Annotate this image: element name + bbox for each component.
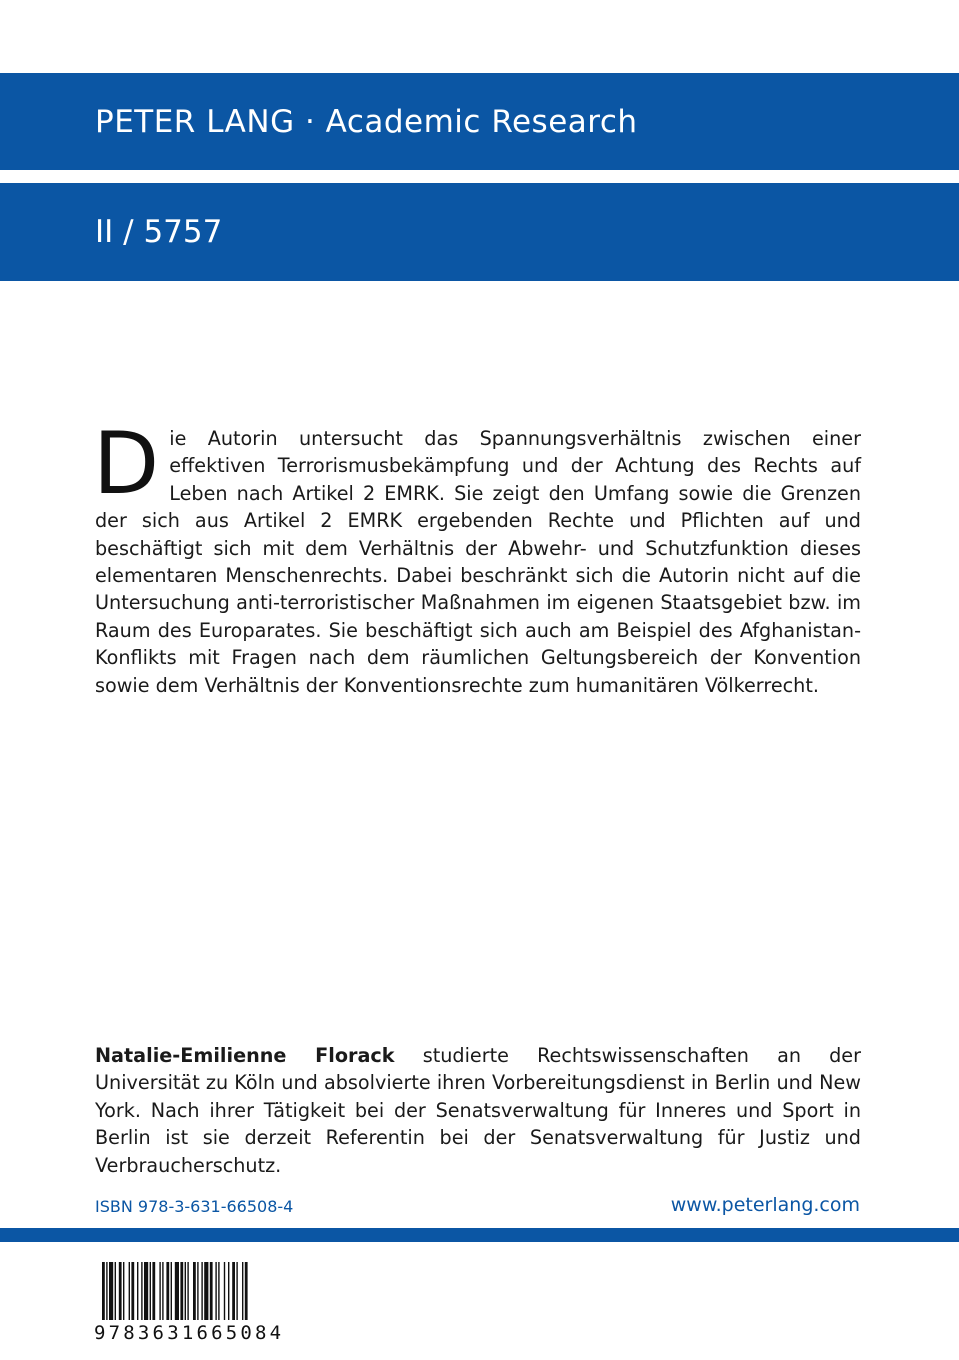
author-bio — [95, 1042, 861, 1179]
barcode-bar — [197, 1262, 198, 1320]
series-title: PETER LANG · Academic Research — [95, 104, 638, 140]
barcode-bar — [162, 1262, 163, 1320]
isbn-label: ISBN 978-3-631-66508-4 — [95, 1197, 294, 1216]
barcode-bar — [215, 1262, 216, 1320]
barcode-bar — [129, 1262, 130, 1320]
series-number: II / 5757 — [95, 214, 223, 250]
barcode-bars — [90, 1262, 290, 1320]
barcode-bar — [193, 1262, 196, 1320]
barcode-bar — [144, 1262, 148, 1320]
barcode-bar — [232, 1262, 235, 1320]
barcode-bar — [106, 1262, 107, 1320]
barcode-bar — [159, 1262, 160, 1320]
barcode-bar — [228, 1262, 229, 1320]
barcode-bar — [180, 1262, 183, 1320]
barcode-bar — [242, 1262, 243, 1320]
barcode-bar — [218, 1262, 219, 1320]
barcode-bar — [109, 1262, 113, 1320]
description-text: ie Autorin untersucht das Spannungsverhältnis zwischen einer effektiven Terrorismusbekämpfung und der Achtung des Rechts auf Leben nach Artikel 2 EMRK. Sie zeigt den Umfang sowie die Grenzen der sich aus Artikel 2 EMRK ergebenden Rechte und Pflichten auf und beschäftigt sich mit dem Verhältnis der Abwehr- und Schutzfunktion dieses elementaren Menschenrechts. Dabei beschränkt sich die Autorin nicht auf die Untersuchung anti-terroristischer Maßnahmen im eigenen Staatsgebiet bzw. im Raum des Europarates. Sie beschäftigt sich auch am Beispiel des Afghanistan-Konflikts mit Fragen nach dem räumlichen Geltungsbereich der Konvention sowie dem Verhältnis der Konventionsrechte zum humanitären Völkerrecht. — [95, 427, 861, 697]
barcode-bar — [185, 1262, 186, 1320]
barcode-bar — [236, 1262, 237, 1320]
footer-rule — [0, 1228, 959, 1242]
barcode-bar — [166, 1262, 169, 1320]
barcode-bar — [137, 1262, 138, 1320]
barcode-bar — [141, 1262, 142, 1320]
barcode-bar — [175, 1262, 179, 1320]
barcode-bar — [152, 1262, 155, 1320]
barcode-bar — [245, 1262, 248, 1320]
barcode-bar — [102, 1262, 105, 1320]
drop-cap: D — [93, 414, 160, 514]
book-description — [93, 414, 861, 699]
barcode-bar — [171, 1262, 172, 1320]
barcode-bar — [115, 1262, 116, 1320]
author-name: Natalie-Emilienne Florack — [95, 1044, 395, 1067]
barcode-bar — [150, 1262, 151, 1320]
barcode-bar — [201, 1262, 202, 1320]
barcode-bar — [224, 1262, 225, 1320]
barcode-bar — [119, 1262, 122, 1320]
barcode-bar — [123, 1262, 124, 1320]
barcode-bar — [187, 1262, 188, 1320]
barcode-bar — [131, 1262, 134, 1320]
barcode-bar — [210, 1262, 213, 1320]
barcode-digits: 9783631665084 — [94, 1322, 285, 1344]
website-link[interactable]: www.peterlang.com — [670, 1194, 860, 1216]
author-bio-text: studierte Rechtswissenschaften an der Universität zu Köln und absolvierte ihren Vorbereitungsdienst in Berlin und New York. Nach ihrer Tätigkeit bei der Senatsverwaltung für Inneres und Sport in Berlin ist sie derzeit Referentin bei der Senatsverwaltung für Justiz und Verbraucherschutz. — [95, 1044, 861, 1177]
barcode-bar — [204, 1262, 208, 1320]
